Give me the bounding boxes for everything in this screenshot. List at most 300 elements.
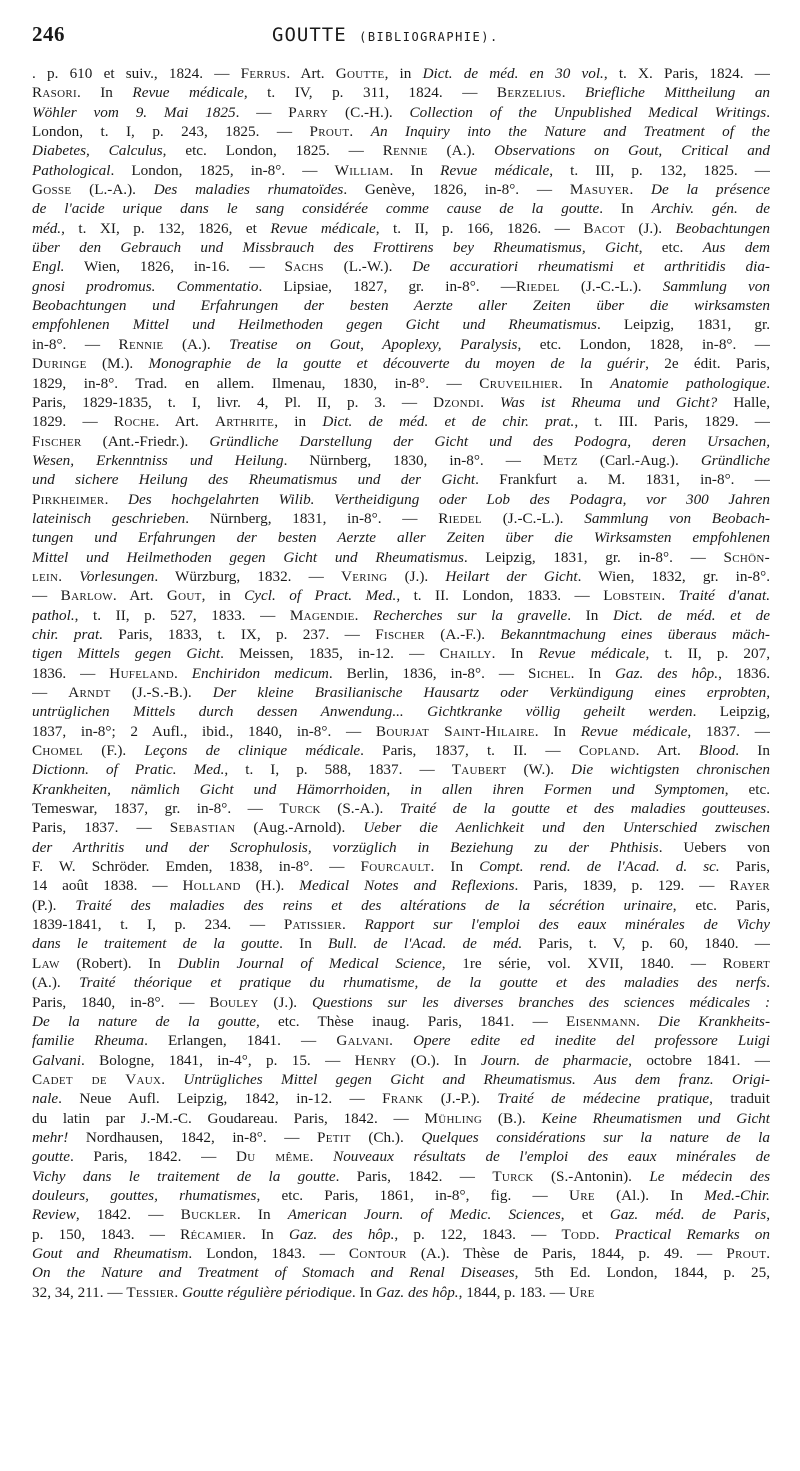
citation-text: (J.). [387,567,446,585]
work-title: Dict. de méd. en 30 vol. [422,65,604,82]
citation-text: — [32,684,69,701]
work-title: Med.-Chir. [704,1186,770,1204]
text-line [32,1089,770,1108]
work-title: Goutte régulière périodique [182,1283,352,1301]
citation-text: . [766,1244,770,1262]
author-name: Galvani [336,1032,390,1050]
citation-text: . Leipzig, 1831, gr. [596,316,770,334]
author-name: William [334,161,390,179]
citation-text: (J.-C.-L.). [559,277,663,295]
citation-text: . [58,567,80,585]
citation-text: Paris, t. V, p. 60, 1840. — [522,935,770,953]
citation-text: , t. XI, p. 132, 1826, et [61,219,271,237]
work-title: Recherches sur la gravelle [373,606,568,624]
author-name: Masuyer [569,181,630,199]
citation-text: (J.-S.-B.). [110,684,213,701]
citation-text: . Art. [635,742,700,760]
citation-text: . [595,1225,615,1243]
citation-text: Wien, 1826, in-16. — [64,258,285,276]
citation-text: (S.-Antonin). [533,1167,650,1185]
work-title: Gründliche Darstellung der Gicht und des Podogra, deren Ursachen, [209,432,770,450]
author-name: Rasori [32,84,77,102]
citation-text: , etc. [724,780,770,798]
work-title: Traité de médecine pratique [497,1090,710,1108]
work-title: Dict. de méd. et de chir. prat. [322,413,575,431]
work-title: Rapport sur l'emploi des eaux minérales de Vichy [364,916,770,934]
author-name: Taubert [451,761,507,779]
citation-text: . Nürnberg, 1830, in-8°. — [283,451,543,469]
citation-text: (A.). [163,335,230,353]
author-name: Goutte [335,65,385,82]
work-title: Was ist Rheuma und Gicht? [500,393,718,411]
work-title: Pathological [32,161,111,179]
author-name: Riedel [438,509,482,527]
citation-text: 1839-1841, t. I, p. 234. — [32,916,284,934]
text-line [32,818,770,837]
citation-text: . Meissen, 1835, in-12. — [220,645,440,663]
work-title: Quelques considérations sur la nature de la [421,1128,770,1146]
text-line [32,64,770,83]
citation-text: . London, 1825, in-8°. — [110,161,335,179]
work-title: Gout and Rheumatism [32,1244,189,1262]
citation-text: Temeswar, 1837, gr. in-8°. — [32,800,280,818]
work-title: gnosi prodromus. Commentatio [32,277,259,295]
author-name: Lobstein [603,587,662,605]
author-name: Gosse [32,181,72,199]
work-title: Traité de la goutte et des maladies goutteuses [399,800,767,818]
work-title: Ueber die Aenlichkeit und den Unterschied zwischen [363,819,770,837]
author-name: Roche [113,413,156,431]
work-title: Sammlung von [662,277,770,295]
citation-text: 1829. — [32,413,114,431]
work-title: chir. prat. [32,625,104,643]
citation-text: , etc. Paris, 1861, in-8°, fig. — [256,1186,569,1204]
author-name: Magendie [289,606,355,624]
author-name: Fourcault [360,858,431,876]
author-name: Cadet de Vaux [32,1070,162,1088]
text-line [32,1147,770,1166]
citation-text: . [354,606,374,624]
author-name: Tessier [126,1283,175,1301]
citation-text: , et [560,1206,610,1224]
work-title: Galvani [32,1051,81,1069]
work-title: Bull. de l'Acad. de méd. [328,935,523,953]
citation-text: , in [201,587,245,605]
citation-text: . [766,800,770,818]
work-title: Revue médicale [132,84,244,102]
citation-text: , etc. Paris, [672,896,770,914]
text-line [32,664,770,683]
citation-text: 32, 34, 211. — [32,1283,127,1301]
author-name: Bacot [583,219,625,237]
citation-text: Paris, [719,858,770,876]
citation-text: . [174,664,192,682]
author-name: Rennie [382,142,428,160]
author-name: Chomel [32,742,84,760]
citation-text: Nordhausen, 1842, in-8°. — [68,1128,317,1146]
citation-text: . Frankfurt a. M. 1831, in-8°. — [475,471,770,489]
citation-text: (Aug.-Arnold). [235,819,364,837]
citation-text: (B.). [482,1109,542,1127]
work-title: Engl. [32,258,65,276]
work-title: Vorlesungen [79,567,155,585]
citation-text: , etc. [638,239,703,257]
work-title: Revue médicale [440,161,550,179]
citation-text: . Nürnberg, 1831, in-8°. — [185,509,439,527]
work-title: Blood [699,742,736,760]
work-title: Gaz. des hôp. [288,1225,395,1243]
citation-text: , t. II, p. 527, 1833. — [74,606,290,624]
work-title: Observations on Gout, Critical and [494,142,770,160]
text-line [32,509,770,528]
author-name: Ure [568,1186,595,1204]
citation-text: . [104,490,128,508]
author-name: Rayer [729,877,770,895]
author-name: Holland [182,877,241,895]
text-line [32,1070,770,1089]
work-title: Traité théorique et pratique du rhumatisme, de la goutte et des maladies des nerfs [79,974,767,992]
citation-text: 1837, in-8°; 2 Aufl., ibid., 1840, in-8°. — [32,722,376,740]
citation-text: du latin par J.-M.-C. Goudareau. Paris, 1842. — [32,1109,425,1127]
text-line [32,857,770,876]
citation-text: (J.-C.-L.). [481,509,585,527]
citation-text: , octobre 1841. — [628,1051,770,1069]
work-title: Untrügliches Mittel gegen Gicht and Rheumatismus. Aus dem franz. Origi- [183,1070,770,1088]
citation-text: (L.-W.). [323,258,413,276]
work-title: Briefliche Mittheilung an [585,84,770,102]
text-line [32,780,770,799]
work-title: Traité des maladies des reins et des altérations de la sécrétion urinaire [75,896,673,914]
work-title: Nouveaux résultats de l'emploi des eaux minérales de [333,1148,770,1166]
citation-text: (Robert). In [59,954,178,972]
work-title: Enchiridon medicum [191,664,329,682]
author-name: Chailly [439,645,492,663]
text-line [32,335,770,354]
author-name: Dzondi [433,393,481,411]
text-line [32,161,770,180]
text-line [32,915,770,934]
work-title: Vichy dans le traitement de la goutte [32,1167,336,1185]
work-title: untrüglichen Mittels durch dessen Anwendung... Gichtkranke völlig geheilt werden [32,703,693,721]
citation-text: (O.). In [396,1051,481,1069]
citation-text: , t. II, p. 166, 1826. — [375,219,584,237]
citation-text: — [32,587,61,605]
citation-text: . [561,84,586,102]
running-title-main: GOUTTE [272,24,347,46]
citation-text: . [766,103,770,121]
text-line [32,1225,770,1244]
work-title: Compt. rend. de l'Acad. d. sc. [479,858,720,876]
text-line [32,412,770,431]
work-title: American Journ. of Medic. Sciences [287,1206,561,1224]
citation-text: , etc. Thèse inaug. Paris, 1841. — [255,1012,567,1030]
text-line [32,1128,770,1147]
author-name: Contour [348,1244,407,1262]
text-line [32,1012,770,1031]
citation-text: (W.). [506,761,572,779]
work-title: Bekanntmachung eines überaus mäch- [500,625,770,643]
citation-text: . In [236,1206,288,1224]
author-name: Rennie [118,335,164,353]
work-title: Heilart der Gicht [445,567,578,585]
text-line [32,586,770,605]
running-title [272,24,499,46]
citation-text: (J.). [624,219,676,237]
author-name: Sichel [528,664,571,682]
citation-text: . [161,1070,184,1088]
author-name: Ure [568,1283,595,1301]
work-title: Keine Rheumatismen und Gicht [541,1109,770,1127]
text-line [32,973,770,992]
text-line [32,315,770,334]
author-name: Arthrite [215,413,275,431]
text-line [32,548,770,567]
text-line [32,141,770,160]
citation-text: . [480,393,500,411]
citation-text: . Würzburg, 1832. — [154,567,342,585]
text-line [32,374,770,393]
work-title: Krankheiten, nämlich Gicht und Hämorrhoiden, in allen ihren Formen und Symptomen [32,780,725,798]
work-title: Anatomie pathologique [610,374,767,392]
work-title: Wöhler vom 9. Mai 1825 [32,103,236,121]
author-name: Law [32,954,60,972]
citation-text: , t. I, p. 588, 1837. — [224,761,452,779]
work-title: Cycl. of Pract. Med. [244,587,397,605]
text-line [32,1031,770,1050]
citation-text: . In [389,161,441,179]
text-line [32,1263,770,1282]
work-title: Le médecin des [649,1167,770,1185]
work-title: Der kleine Brasilianische Hausartz oder Verkündigung eines erprobten, [212,684,770,701]
citation-text: Paris, 1837. — [32,819,170,837]
citation-text: , p. 122, 1843. — [394,1225,562,1243]
work-title: Gründliche [700,451,770,469]
citation-text: . p. 610 et suiv., 1824. — [32,65,241,82]
text-line [32,393,770,412]
citation-text: , t. III. Paris, 1829. — [574,413,770,431]
author-name: Todd [561,1225,596,1243]
citation-text: . Bologne, 1841, in-4°, p. 15. — [80,1051,355,1069]
citation-text: . Genève, 1826, in-8°. — [343,181,570,199]
citation-text: , [766,1206,770,1224]
work-title: tungen und Erfahrungen der besten Aerzte aller Zeiten über die Wirksamsten empfohlenen [32,529,770,547]
running-title-sub: (BIBLIOGRAPHIE). [359,30,499,44]
text-line [32,896,770,915]
text-line [32,277,770,296]
text-line [32,199,770,218]
citation-text: (L.-A.). [71,181,154,199]
citation-text: in-8°. — [32,335,119,353]
text-line [32,354,770,373]
work-title: Collection of the Unpublished Medical Writings [409,103,767,121]
citation-text: . [636,1012,659,1030]
author-name: Prout [309,123,350,141]
author-name: Prout [726,1244,767,1262]
author-name: Hufeland [109,664,174,682]
text-line [32,838,770,857]
citation-text: , t. X. Paris, 1824. — [603,65,770,82]
author-name: Cruveilhier [479,374,559,392]
work-title: Die wichtigsten chronischen [571,761,770,779]
author-name: Parry [288,103,329,121]
text-line [32,644,770,663]
citation-text: F. W. Schröder. Emden, 1838, in-8°. — [32,858,361,876]
citation-text: . In [430,858,480,876]
text-line [32,470,770,489]
author-name: Fischer [32,432,82,450]
citation-text: . In [491,645,539,663]
citation-text: . [349,123,371,141]
work-title: Revue médicale [538,645,646,663]
work-title: Journ. de pharmacie [480,1051,629,1069]
author-name: Barlow [60,587,113,605]
author-name: Récamier [180,1225,243,1243]
work-title: Treatise on Gout, Apoplexy, Paralysis [229,335,518,353]
citation-text: . Paris, 1842. — [69,1148,236,1166]
work-title: Sammlung von Beobach- [584,509,770,527]
work-title: Beobachtungen [675,219,770,237]
text-line [32,741,770,760]
citation-text: , traduit [709,1090,770,1108]
work-title: Archiv. gén. de [651,200,770,218]
work-title: goutte [32,1148,70,1166]
work-title: der Arthritis und der Scrophulosis, vorzüglich in Beziehung zu der Phthisis [32,838,659,856]
running-head [32,22,770,52]
work-title: De la présence [651,181,770,199]
text-line [32,219,770,238]
text-line [32,1109,770,1128]
citation-text: . In [76,84,133,102]
work-title: De accuratiori rheumatismi et arthritidis dia- [412,258,770,276]
citation-text: . In [279,935,329,953]
citation-text: . In [599,200,652,218]
citation-text: . Berlin, 1836, in-8°. — [328,664,528,682]
work-title: Beobachtungen und Erfahrungen der besten Aerzte aller Zeiten über die wirksamsten [32,297,770,315]
citation-text: . Erlangen, 1841. — [144,1032,337,1050]
work-title: Revue médicale [580,722,688,740]
text-line [32,606,770,625]
citation-text: . Neue Aufl. Leipzig, 1842, in-12. — [58,1090,383,1108]
work-title: Diabetes, Calculus [32,142,163,160]
text-line [32,296,770,315]
citation-text: . Art. [112,587,167,605]
citation-text: . Paris, 1839, p. 129. — [514,877,730,895]
citation-text: . Uebers von [658,838,770,856]
author-name: Bourjat Saint-Hilaire [375,722,535,740]
author-name: Copland [578,742,636,760]
text-line [32,1167,770,1186]
text-line [32,1205,770,1224]
author-name: Turck [279,800,321,818]
work-title: pathol. [32,606,75,624]
citation-text: . In [351,1283,376,1301]
text-line [32,993,770,1012]
author-name: Henry [354,1051,397,1069]
citation-text: , 5th Ed. London, 1844, p. 25, [514,1264,770,1282]
text-line [32,1186,770,1205]
citation-text: . Art. [155,413,216,431]
text-line [32,238,770,257]
text-line [32,1051,770,1070]
citation-text: . In [570,664,616,682]
citation-text: . Leipzig, 1831, gr. in-8°. — [463,548,724,566]
work-title: Mittel und Heilmethoden gegen Gicht und Rheumatismus [32,548,464,566]
work-title: Wesen, Erkenntniss und Heilung [32,451,284,469]
work-title: dans le traitement de la goutte [32,935,280,953]
citation-text: . Leipzig, [692,703,770,721]
work-title: tigen Mittels gegen Gicht [32,645,221,663]
citation-text: (Ant.-Friedr.). [81,432,210,450]
citation-text: (P.). [32,896,76,914]
work-title: Gaz. des hôp. [615,664,719,682]
citation-text: Paris, 1840, in-8°. — [32,993,210,1011]
text-line [32,567,770,586]
author-name: lein [32,567,59,585]
work-title: Dictionn. of Pratic. Med. [32,761,225,779]
citation-text: 1829, in-8°. Trad. en allem. Ilmenau, 1830, in-8°. — [32,374,480,392]
citation-text: , in [274,413,323,431]
citation-text: . In [567,606,613,624]
citation-text: . Art. [286,65,336,82]
citation-text: (Al.). In [594,1186,705,1204]
citation-text: . — [235,103,289,121]
author-name: Arndt [68,684,111,701]
citation-text: , 1re série, vol. XVII, 1840. — [441,954,723,972]
citation-text: . In [735,742,770,760]
work-title: Questions sur les diverses branches des sciences médicales : [311,993,770,1011]
citation-text: . London, 1843. — [188,1244,349,1262]
citation-text: (Carl.-Aug.). [577,451,701,469]
text-line [32,257,770,276]
text-line [32,876,770,895]
bibliography-text [32,64,770,1302]
citation-text: . In [534,722,581,740]
text-line [32,83,770,102]
citation-text: . [766,374,770,392]
work-title: Dict. de méd. et de [612,606,770,624]
text-line [32,1244,770,1263]
work-title: Des hochgelahrten Wilib. Vertheidigung oder Lob des Podagra, vor 300 Jahren [128,490,770,508]
citation-text: . [629,181,651,199]
citation-text: (J.). [258,993,312,1011]
text-line [32,760,770,779]
citation-text: , etc. London, 1828, in-8°. — [517,335,770,353]
text-line [32,1283,770,1302]
citation-text: , 1837. — [687,722,770,740]
citation-text: 1836. — [32,664,110,682]
work-title: Opere edite ed inedite del professore Luigi [413,1032,770,1050]
work-title: über den Gebrauch und Missbrauch des Frottirens bey Rheumatismus, Gicht [32,239,639,257]
text-line [32,490,770,509]
citation-text: London, t. I, p. 243, 1825. — [32,123,310,141]
citation-text: , t. III, p. 132, 1825. — [549,161,770,179]
citation-text: Paris, 1833, t. IX, p. 237. — [103,625,376,643]
author-name: Sebastian [169,819,236,837]
work-title: méd. [32,219,62,237]
work-title: familie Rheuma [32,1032,145,1050]
text-line [32,180,770,199]
citation-text: . Paris, 1837, t. II. — [360,742,579,760]
author-name: Ferrus [240,65,287,82]
work-title: Review [32,1206,76,1224]
work-title: Des maladies rhumatoïdes [153,181,344,199]
author-name: Gout [166,587,202,605]
citation-text: Halle, [717,393,770,411]
citation-text: . [342,916,365,934]
work-title: douleurs, gouttes, rhumatismes [32,1186,257,1204]
citation-text: . Lipsiae, 1827, gr. in-8°. — [258,277,516,295]
citation-text: , t. IV, p. 311, 1824. — [243,84,497,102]
